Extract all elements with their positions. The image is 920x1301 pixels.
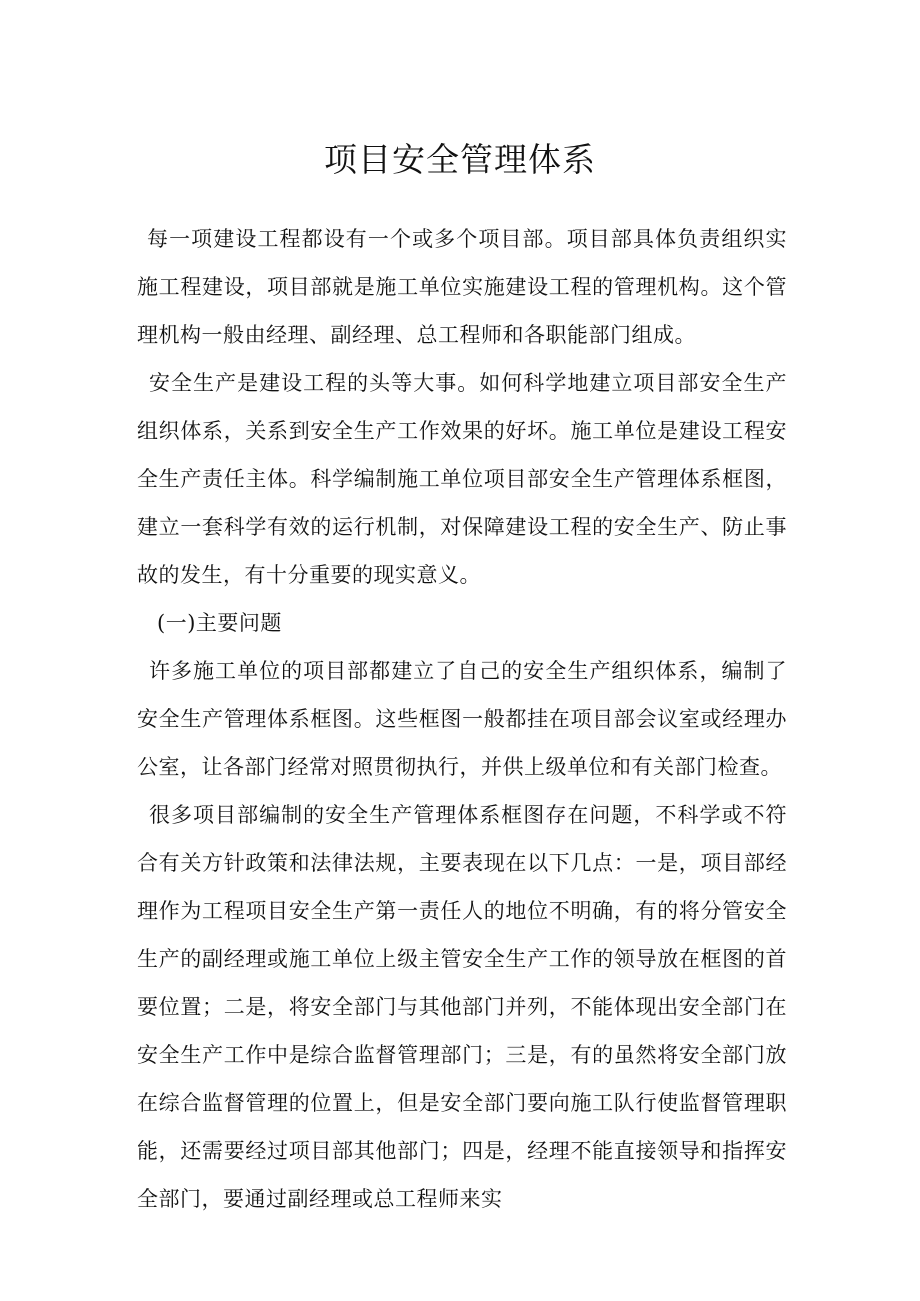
paragraph-intro: 每一项建设工程都设有一个或多个项目部。项目部具体负责组织实施工程建设，项目部就是施工单位实施建设工程的管理机构。这个管理机构一般由经理、副经理、总工程师和各职能部门组成。: [137, 227, 787, 347]
document-body: [137, 215, 787, 1223]
section-heading-main-issues: (一)主要问题: [157, 611, 282, 635]
paragraph-safety-importance: 安全生产是建设工程的头等大事。如何科学地建立项目部安全生产组织体系，关系到安全生产工作效果的好坏。施工单位是建设工程安全生产责任主体。科学编制施工单位项目部安全生产管理体系框图，建立一套科学有效的运行机制，对保障建设工程的安全生产、防止事故的发生，有十分重要的现实意义。: [137, 371, 787, 587]
paragraph-existing-systems: 许多施工单位的项目部都建立了自己的安全生产组织体系，编制了安全生产管理体系框图。这些框图一般都挂在项目部会议室或经理办公室，让各部门经常对照贯彻执行，并供上级单位和有关部门检查。: [137, 659, 787, 779]
document-title: 项目安全管理体系: [324, 140, 596, 179]
paragraph-problems: 很多项目部编制的安全生产管理体系框图存在问题，不科学或不符合有关方针政策和法律法规，主要表现在以下几点：一是，项目部经理作为工程项目安全生产第一责任人的地位不明确，有的将分管安全生产的副经理或施工单位上级主管安全生产工作的领导放在框图的首要位置；二是，将安全部门与其他部门并列，不能体现出安全部门在安全生产工作中是综合监督管理部门；三是，有的虽然将安全部门放在综合监督管理的位置上，但是安全部门要向施工队行使监督管理职能，还需要经过项目部其他部门；四是，经理不能直接领导和指挥安全部门，要通过副经理或总工程师来实: [137, 803, 787, 1211]
